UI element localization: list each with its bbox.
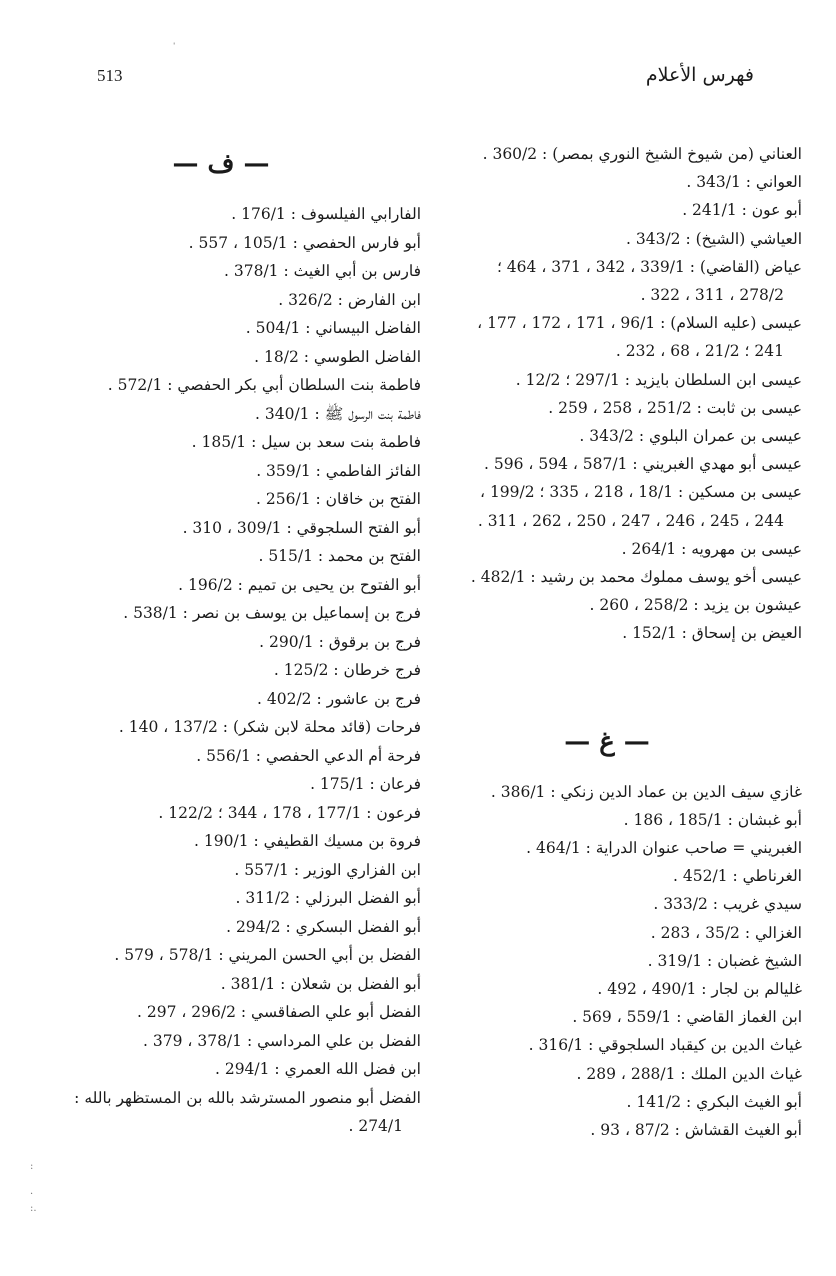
index-entry — [412, 450, 802, 478]
index-entry-text: فرعون : 177/1 ، 178 ، 344 ؛ 122/2 . — [158, 803, 421, 822]
index-entry — [412, 1060, 802, 1088]
index-entry-text: فرعان : 175/1 . — [310, 775, 421, 793]
index-entry-text: أبو فارس الحفصي : 105/1 ، 557 . — [188, 233, 421, 252]
index-entry — [21, 998, 421, 1027]
index-entry-text: الفائز الفاطمي : 359/1 . — [256, 461, 421, 480]
index-entry-text: غازي سيف الدين بن عماد الدين زنكي : 386/1 . — [490, 782, 802, 801]
index-entry — [21, 599, 421, 628]
index-entry — [412, 975, 802, 1003]
index-entry-text: أبو الفضل البسكري : 294/2 . — [226, 917, 421, 936]
index-entry — [412, 309, 802, 365]
index-column-left — [21, 140, 421, 1141]
index-entry-text: الفتح بن خاقان : 256/1 . — [256, 490, 421, 508]
index-entry — [412, 422, 802, 450]
index-entry — [21, 1084, 421, 1141]
index-entry — [412, 1088, 802, 1116]
section-letter-heading: — ف — — [172, 149, 270, 179]
index-entry-text: فرج بن برقوق : 290/1 . — [259, 632, 421, 651]
index-entry — [412, 778, 802, 806]
index-entry-text: ابن الفزاري الوزير : 557/1 . — [234, 860, 421, 879]
index-entry — [21, 1055, 421, 1084]
index-entry — [21, 656, 421, 685]
index-entry-text: الفضل أبو علي الصفاقسي : 296/2 ، 297 . — [136, 1003, 421, 1021]
index-entry — [412, 196, 802, 224]
index-entry — [412, 1003, 802, 1031]
index-entry-text: أبو الفضل البرزلي : 311/2 . — [235, 889, 421, 907]
index-entry-text: عيشون بن يزيد : 258/2 ، 260 . — [589, 596, 802, 615]
index-entry — [21, 257, 421, 286]
index-entry — [21, 799, 421, 828]
index-entry — [21, 571, 421, 600]
index-entry-text: ابن الغماز القاضي : 559/1 ، 569 . — [572, 1008, 802, 1027]
section-gap — [412, 648, 802, 718]
index-entry — [21, 400, 421, 429]
index-entry-text: العياشي (الشيخ) : 343/2 . — [626, 229, 802, 248]
index-entry — [412, 366, 802, 394]
index-entry-text: الفاضل البيساني : 504/1 . — [245, 319, 421, 337]
index-entry — [412, 862, 802, 890]
index-entry-text: الشيخ غضبان : 319/1 . — [647, 951, 802, 970]
index-entry-text: فرج بن إسماعيل بن يوسف بن نصر : 538/1 . — [123, 604, 421, 622]
index-entry — [21, 314, 421, 343]
index-entry-continuation: 244 ، 245 ، 246 ، 247 ، 250 ، 262 ، 311 . — [477, 511, 784, 530]
index-entry-text: فرحة أم الدعي الحفصي : 556/1 . — [196, 746, 421, 765]
index-entry-text: الغبريني = صاحب عنوان الدراية : 464/1 . — [526, 839, 802, 858]
index-entry — [21, 542, 421, 571]
index-entry-text: فارس بن أبي الغيث : 378/1 . — [224, 262, 421, 280]
index-entry — [412, 140, 802, 168]
index-entry — [412, 947, 802, 975]
index-entry-text: فاطمة بنت السلطان أبي بكر الحفصي : 572/1 . — [107, 376, 421, 394]
index-entry-continuation: 241 ؛ 21/2 ، 68 ، 232 . — [615, 342, 784, 361]
index-entry-text: عيسى (عليه السلام) : 96/1 ، 171 ، 172 ، 177 ، — [477, 314, 802, 333]
index-entry — [412, 225, 802, 253]
index-entry-text: العواني : 343/1 . — [686, 173, 802, 192]
index-entry — [412, 919, 802, 947]
index-entry-text: عيسى أبو مهدي الغبريني : 587/1 ، 594 ، 596 . — [484, 455, 802, 474]
index-entry — [21, 856, 421, 885]
index-entry — [21, 770, 421, 799]
index-entry-text: الغزالي : 35/2 ، 283 . — [650, 923, 802, 942]
index-entry-continuation: 278/2 ، 311 ، 322 . — [640, 286, 784, 305]
index-entry — [21, 343, 421, 372]
index-entry-text: عيسى بن ثابت : 251/2 ، 258 ، 259 . — [548, 398, 802, 417]
index-entry-text: فرج بن عاشور : 402/2 . — [257, 689, 421, 708]
index-entry — [21, 685, 421, 714]
index-entry-text: عيسى ابن السلطان بايزيد : 297/1 ؛ 12/2 . — [515, 370, 802, 389]
index-entry — [412, 535, 802, 563]
index-entry-text: أبو الفتوح بن يحيى بن تميم : 196/2 . — [178, 575, 421, 594]
index-entry-text: فرج خرطان : 125/2 . — [273, 661, 421, 679]
index-entry-text: أبو الفضل بن شعلان : 381/1 . — [220, 974, 421, 993]
index-entry-text: غياث الدين بن كيقباد السلجوقي : 316/1 . — [528, 1036, 802, 1055]
running-title: فهرس الأعلام — [645, 64, 754, 86]
index-entry — [21, 713, 421, 742]
index-entry — [21, 514, 421, 543]
index-entry-text: أبو الفتح السلجوقي : 309/1 ، 310 . — [182, 518, 421, 537]
index-entry — [412, 563, 802, 591]
index-entry — [412, 619, 802, 647]
index-entry-text: أبو الغيث البكري : 141/2 . — [626, 1092, 802, 1111]
index-entry — [21, 428, 421, 457]
index-entry — [21, 485, 421, 514]
index-entry-text: سيدي غريب : 333/2 . — [653, 895, 802, 914]
index-entry — [21, 913, 421, 942]
index-entry-text: العناني (من شيوخ الشيخ النوري بمصر) : 360/2 . — [482, 145, 802, 163]
index-entry — [412, 1116, 802, 1144]
index-entry-text: عيسى بن عمران البلوي : 343/2 . — [579, 427, 802, 446]
index-entry-text: عياض (القاضي) : 339/1 ، 342 ، 371 ، 464 ؛ — [496, 257, 802, 276]
index-entry-text: عيسى بن مسكين : 18/1 ، 218 ، 335 ؛ 199/2 ، — [480, 483, 802, 502]
index-entry — [412, 394, 802, 422]
index-entry — [21, 970, 421, 999]
index-entry-text: عيسى أخو يوسف مملوك محمد بن رشيد : 482/1 . — [470, 568, 802, 587]
index-entry — [21, 286, 421, 315]
index-entry-text: الفضل بن أبي الحسن المريني : 578/1 ، 579 . — [114, 946, 421, 964]
index-entry-text: أبو غبشان : 185/1 ، 186 . — [623, 810, 802, 829]
index-entry — [412, 806, 802, 834]
index-entry — [412, 253, 802, 309]
page-number: 513 — [97, 66, 123, 85]
index-entry — [21, 229, 421, 258]
index-entry-text: فاطمة بنت الرسول ﷺ : 340/1 . — [255, 404, 421, 423]
scan-specks: : · :. — [30, 1161, 37, 1214]
scan-mark: ˈ — [173, 42, 176, 51]
index-entry-text: غليالم بن لجار : 490/1 ، 492 . — [597, 980, 802, 999]
index-entry — [412, 591, 802, 619]
index-entry-text: الفضل بن علي المرداسي : 378/1 ، 379 . — [143, 1031, 421, 1050]
index-entry — [21, 200, 421, 229]
index-entry-text: الفاضل الطوسي : 18/2 . — [254, 347, 421, 366]
index-entry-text: الفضل أبو منصور المسترشد بالله بن المستظهر بالله : — [74, 1088, 421, 1107]
index-entry-text: الفارابي الفيلسوف : 176/1 . — [231, 205, 421, 223]
index-entry — [21, 884, 421, 913]
index-entry-text: الغرناطي : 452/1 . — [673, 867, 802, 886]
index-entry — [21, 457, 421, 486]
index-entry — [21, 827, 421, 856]
index-entry-text: فرحات (قائد محلة لابن شكر) : 137/2 ، 140 . — [118, 718, 421, 736]
index-column-right — [412, 140, 802, 1144]
index-entry-text: غياث الدين الملك : 288/1 ، 289 . — [576, 1064, 802, 1083]
index-entry — [21, 941, 421, 970]
index-entry-text: فاطمة بنت سعد بن سيل : 185/1 . — [191, 433, 421, 451]
index-entry-text: ابن الفارض : 326/2 . — [278, 290, 421, 309]
index-entry — [412, 890, 802, 918]
index-entry — [412, 478, 802, 534]
index-entry-text: أبو عون : 241/1 . — [682, 201, 802, 220]
index-entry — [21, 628, 421, 657]
index-entry-text: أبو الغيث القشاش : 87/2 ، 93 . — [590, 1121, 802, 1140]
index-entry — [21, 1027, 421, 1056]
index-entry-continuation: 274/1 . — [348, 1117, 403, 1135]
index-entry — [21, 742, 421, 771]
index-entry-text: فروة بن مسيك القطيفي : 190/1 . — [194, 832, 421, 850]
section-letter-heading: — غ — — [564, 726, 650, 757]
index-entry — [412, 834, 802, 862]
index-entry-text: ابن فضل الله العمري : 294/1 . — [214, 1060, 421, 1078]
index-entry — [21, 371, 421, 400]
index-entry — [412, 1031, 802, 1059]
index-entry — [412, 168, 802, 196]
index-entry-text: الفتح بن محمد : 515/1 . — [258, 547, 421, 565]
index-entry-text: عيسى بن مهرويه : 264/1 . — [621, 539, 802, 558]
index-entry-text: العيض بن إسحاق : 152/1 . — [622, 624, 802, 643]
